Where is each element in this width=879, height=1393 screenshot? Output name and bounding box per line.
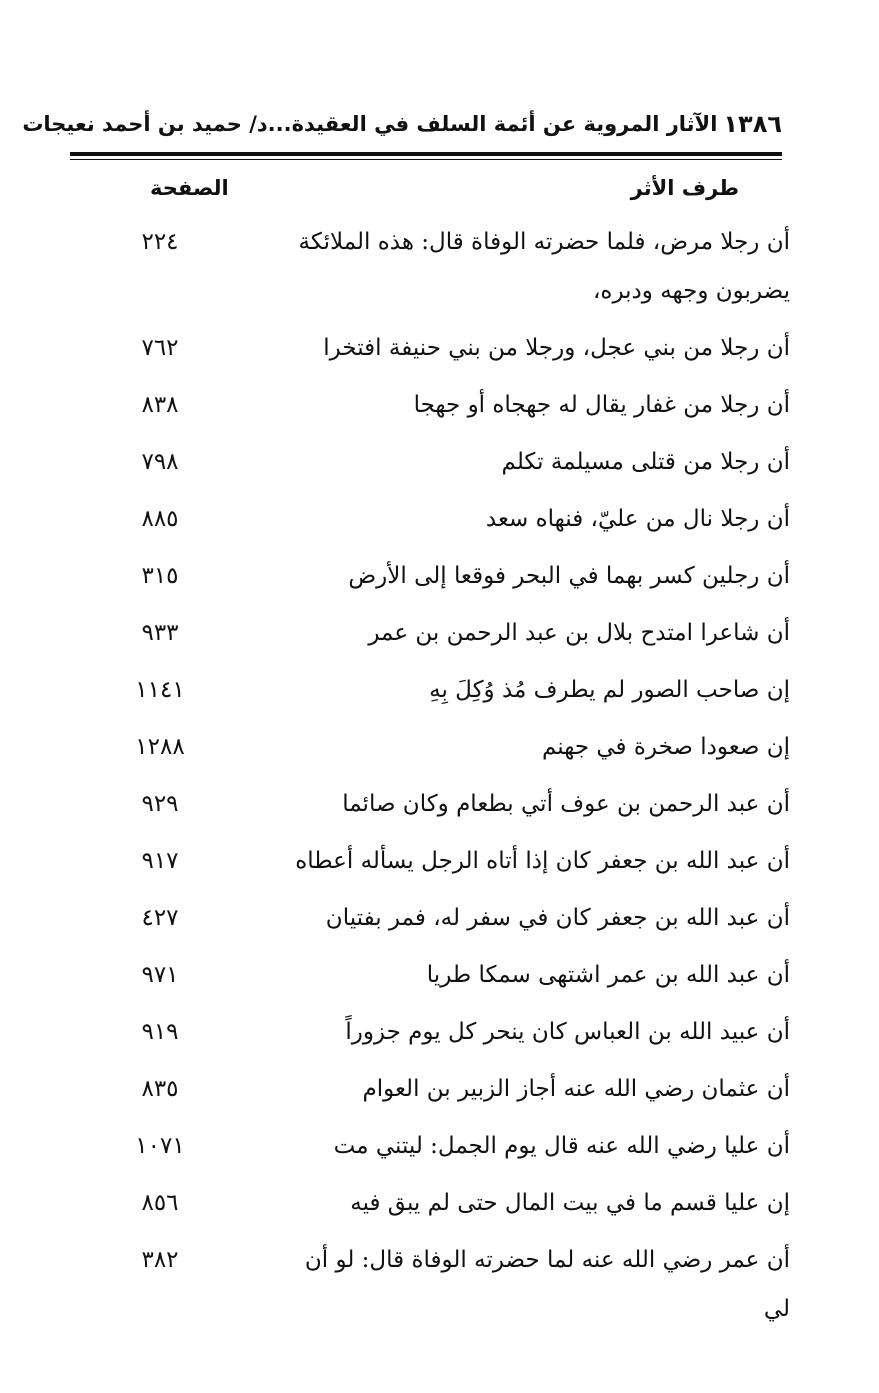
entry-text: أن عبيد الله بن العباس كان ينحر كل يوم جزوراً — [345, 1019, 790, 1045]
entry-text: أن رجلا من قتلى مسيلمة تكلم — [501, 449, 790, 475]
index-row — [100, 1008, 790, 1057]
entry-text: أن رجلا من بني عجل، ورجلا من بني حنيفة افتخرا — [323, 335, 790, 361]
index-row — [100, 1236, 790, 1334]
index-row — [100, 218, 790, 316]
page-ref: ١٢٨٨ — [135, 734, 185, 760]
index-row — [100, 495, 790, 544]
page-number: ١٣٨٦ — [723, 110, 782, 138]
entry-text: أن عبد الله بن جعفر كان في سفر له، فمر بفتيان — [325, 905, 790, 931]
index-row — [100, 1122, 790, 1171]
index-row — [100, 324, 790, 373]
index-row — [100, 609, 790, 658]
running-header — [22, 102, 782, 146]
header-rule-thick — [70, 152, 782, 156]
entry-text: أن رجلا مرض، فلما حضرته الوفاة قال: هذه الملائكة يضربون وجهه ودبره، — [298, 229, 790, 304]
page-ref: ١١٤١ — [135, 677, 185, 703]
page-ref: ٤٢٧ — [141, 905, 179, 931]
index-list — [100, 218, 790, 1342]
index-row — [100, 723, 790, 772]
page-ref: ١٠٧١ — [135, 1133, 185, 1159]
entry-text: أن عبد الرحمن بن عوف أتي بطعام وكان صائما — [342, 791, 790, 817]
header-rule-thin — [70, 159, 782, 160]
entry-text: أن عثمان رضي الله عنه أجاز الزبير بن العوام — [362, 1076, 790, 1102]
page-ref: ٣١٥ — [141, 563, 179, 589]
entry-text: أن عمر رضي الله عنه لما حضرته الوفاة قال: لو أن لي — [304, 1247, 790, 1322]
page-ref: ٩١٧ — [141, 848, 179, 874]
column-heading-entry: طرف الأثر — [630, 176, 739, 200]
index-row — [100, 1065, 790, 1114]
entry-text: أن عليا رضي الله عنه قال يوم الجمل: ليتني مت — [333, 1133, 790, 1159]
page-ref: ٩٧١ — [141, 962, 179, 988]
column-heading-page: الصفحة — [150, 176, 229, 200]
page-ref: ٣٨٢ — [141, 1247, 179, 1273]
page-ref: ٨٣٥ — [141, 1076, 179, 1102]
index-row — [100, 666, 790, 715]
entry-text: أن رجلا من غفار يقال له جهجاه أو جهجا — [413, 392, 790, 418]
page-ref: ٩٢٩ — [141, 791, 179, 817]
index-row — [100, 552, 790, 601]
index-row — [100, 438, 790, 487]
entry-text: أن عبد الله بن عمر اشتهى سمكا طريا — [426, 962, 790, 988]
index-row — [100, 951, 790, 1000]
page-ref: ٧٦٢ — [141, 335, 179, 361]
page-ref: ٧٩٨ — [141, 449, 179, 475]
entry-text: إن صعودا صخرة في جهنم — [541, 734, 790, 760]
index-row — [100, 780, 790, 829]
page-ref: ٨٥٦ — [141, 1190, 179, 1216]
page-ref: ٩٣٣ — [141, 620, 179, 646]
entry-text: أن عبد الله بن جعفر كان إذا أتاه الرجل يسأله أعطاه — [295, 848, 790, 874]
entry-text: أن رجلين كسر بهما في البحر فوقعا إلى الأرض — [348, 563, 790, 589]
page-ref: ٩١٩ — [141, 1019, 179, 1045]
page-ref: ٢٢٤ — [141, 229, 179, 255]
index-row — [100, 837, 790, 886]
index-row — [100, 1179, 790, 1228]
page-ref: ٨٣٨ — [141, 392, 179, 418]
index-row — [100, 381, 790, 430]
book-title: الآثار المروية عن أئمة السلف في العقيدة...د/ حميد بن أحمد نعيجات — [22, 112, 718, 136]
entry-text: إن عليا قسم ما في بيت المال حتى لم يبق فيه — [350, 1190, 790, 1216]
page-ref: ٨٨٥ — [141, 506, 179, 532]
entry-text: أن شاعرا امتدح بلال بن عبد الرحمن بن عمر — [368, 620, 790, 646]
index-row — [100, 894, 790, 943]
entry-text: إن صاحب الصور لم يطرف مُذ وُكِلَ بِهِ — [429, 677, 790, 703]
entry-text: أن رجلا نال من عليّ، فنهاه سعد — [485, 506, 790, 532]
